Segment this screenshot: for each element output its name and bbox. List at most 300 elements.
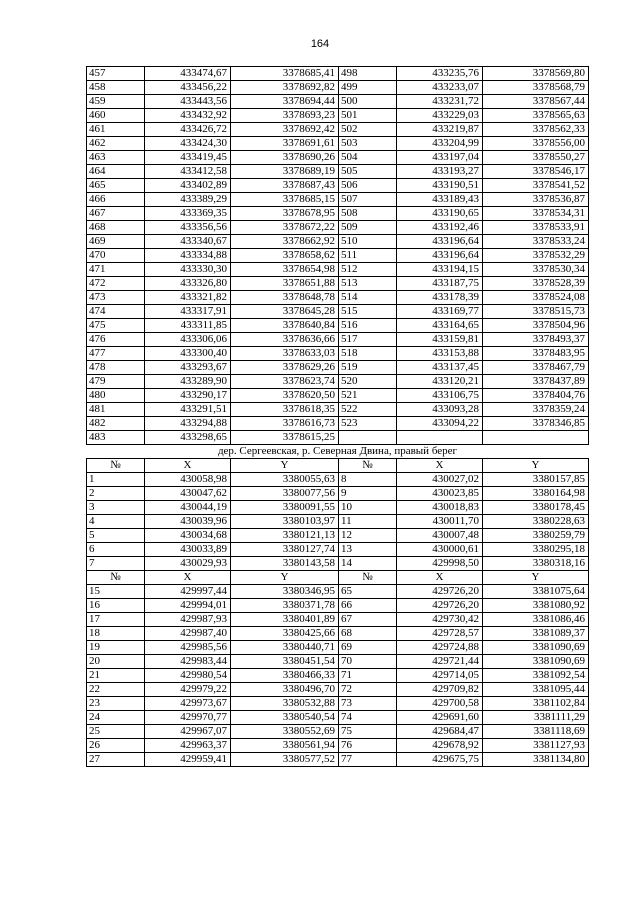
table-cell: 429675,75 — [397, 753, 483, 767]
table-cell: 478 — [87, 361, 145, 375]
table-cell: 498 — [339, 67, 397, 81]
table-cell: 3378678,95 — [231, 207, 339, 221]
table-cell: 429967,07 — [145, 725, 231, 739]
table-cell: 429724,88 — [397, 641, 483, 655]
table-row — [87, 207, 589, 221]
table-cell: 3380466,33 — [231, 669, 339, 683]
column-header: № — [87, 459, 145, 473]
table-cell: 3378648,78 — [231, 291, 339, 305]
table-cell: 429678,92 — [397, 739, 483, 753]
table-cell: 469 — [87, 235, 145, 249]
table-row — [87, 711, 589, 725]
table-cell: 3378618,35 — [231, 403, 339, 417]
table-cell: 429684,47 — [397, 725, 483, 739]
table-cell: 429979,22 — [145, 683, 231, 697]
table-row — [87, 95, 589, 109]
table-cell: 3380425,66 — [231, 627, 339, 641]
section-title: дер. Сергеевская, р. Северная Двина, правый берег — [87, 445, 589, 459]
table-row — [87, 291, 589, 305]
table-cell: 433159,81 — [397, 333, 483, 347]
table-cell: 501 — [339, 109, 397, 123]
table-cell: 477 — [87, 347, 145, 361]
table-cell: 21 — [87, 669, 145, 683]
table-cell: 430027,02 — [397, 473, 483, 487]
table-cell: 3378687,43 — [231, 179, 339, 193]
table-cell: 430047,62 — [145, 487, 231, 501]
table-cell: 505 — [339, 165, 397, 179]
table-cell: 433424,30 — [145, 137, 231, 151]
table-cell: 433153,88 — [397, 347, 483, 361]
table-cell: 433233,07 — [397, 81, 483, 95]
table-cell: 433293,67 — [145, 361, 231, 375]
table-cell: 3378685,41 — [231, 67, 339, 81]
table-cell: 3378645,28 — [231, 305, 339, 319]
table-cell: 467 — [87, 207, 145, 221]
table-row — [87, 473, 589, 487]
table-cell: 3380103,97 — [231, 515, 339, 529]
table-cell: 3378533,24 — [483, 235, 589, 249]
table-cell: 70 — [339, 655, 397, 669]
table-cell: 433193,27 — [397, 165, 483, 179]
table-cell: 3378694,44 — [231, 95, 339, 109]
table-cell: 6 — [87, 543, 145, 557]
table-row — [87, 67, 589, 81]
column-header: X — [145, 459, 231, 473]
table-cell: 433326,80 — [145, 277, 231, 291]
column-header: № — [339, 459, 397, 473]
table-cell: 513 — [339, 277, 397, 291]
column-header: X — [397, 459, 483, 473]
table-cell: 26 — [87, 739, 145, 753]
table-cell: 3381102,84 — [483, 697, 589, 711]
table-cell: 3380577,52 — [231, 753, 339, 767]
table-cell: 3378359,24 — [483, 403, 589, 417]
table-cell: 3380143,58 — [231, 557, 339, 571]
table-cell: 433190,65 — [397, 207, 483, 221]
table-cell: 3378615,25 — [231, 431, 339, 445]
table-cell: 2 — [87, 487, 145, 501]
table-cell: 471 — [87, 263, 145, 277]
table-cell: 429997,44 — [145, 585, 231, 599]
table-row — [87, 627, 589, 641]
table-cell: 67 — [339, 613, 397, 627]
table-cell: 433290,17 — [145, 389, 231, 403]
table-cell: 5 — [87, 529, 145, 543]
table-cell: 3380259,79 — [483, 529, 589, 543]
table-cell: 429728,57 — [397, 627, 483, 641]
table-cell: 500 — [339, 95, 397, 109]
table-cell: 429973,67 — [145, 697, 231, 711]
table-cell: 3380164,98 — [483, 487, 589, 501]
table-cell: 3381127,93 — [483, 739, 589, 753]
table-cell: 22 — [87, 683, 145, 697]
table-cell: 429970,77 — [145, 711, 231, 725]
table-cell: 3381080,92 — [483, 599, 589, 613]
table-cell: 3378690,26 — [231, 151, 339, 165]
table-cell: 3378569,80 — [483, 67, 589, 81]
table-header-row — [87, 571, 589, 585]
table-cell: 8 — [339, 473, 397, 487]
table-cell: 3380055,63 — [231, 473, 339, 487]
table-cell: 77 — [339, 753, 397, 767]
table-cell: 465 — [87, 179, 145, 193]
table-cell: 433231,72 — [397, 95, 483, 109]
table-cell: 433369,35 — [145, 207, 231, 221]
table-cell: 3378346,85 — [483, 417, 589, 431]
table-row — [87, 333, 589, 347]
table-cell: 466 — [87, 193, 145, 207]
table-cell: 433094,22 — [397, 417, 483, 431]
column-header: № — [87, 571, 145, 585]
table-cell: 27 — [87, 753, 145, 767]
table-cell: 11 — [339, 515, 397, 529]
table-cell: 433289,90 — [145, 375, 231, 389]
table-cell: 3378467,79 — [483, 361, 589, 375]
table-row — [87, 501, 589, 515]
table-cell: 17 — [87, 613, 145, 627]
table-row — [87, 277, 589, 291]
table-row — [87, 515, 589, 529]
table-cell: 3381090,69 — [483, 655, 589, 669]
table-cell: 475 — [87, 319, 145, 333]
table-cell: 433300,40 — [145, 347, 231, 361]
table-cell: 73 — [339, 697, 397, 711]
table-cell: 433219,87 — [397, 123, 483, 137]
table-cell: 429987,40 — [145, 627, 231, 641]
table-cell: 429700,58 — [397, 697, 483, 711]
table-cell: 3378562,33 — [483, 123, 589, 137]
table-cell: 433474,67 — [145, 67, 231, 81]
table-cell: 3378556,00 — [483, 137, 589, 151]
table-cell: 3381090,69 — [483, 641, 589, 655]
table-cell: 3 — [87, 501, 145, 515]
table-cell: 24 — [87, 711, 145, 725]
table-cell: 3378620,50 — [231, 389, 339, 403]
table-row — [87, 263, 589, 277]
table-cell: 433340,67 — [145, 235, 231, 249]
table-cell: 430000,61 — [397, 543, 483, 557]
table-cell: 516 — [339, 319, 397, 333]
table-cell: 433334,88 — [145, 249, 231, 263]
table-cell — [339, 431, 397, 445]
table-cell: 3380127,74 — [231, 543, 339, 557]
table-cell: 3380540,54 — [231, 711, 339, 725]
table-row — [87, 81, 589, 95]
table-cell: 461 — [87, 123, 145, 137]
table-row — [87, 683, 589, 697]
table-cell: 3380552,69 — [231, 725, 339, 739]
table-cell: 463 — [87, 151, 145, 165]
table-cell: 429963,37 — [145, 739, 231, 753]
table-cell: 459 — [87, 95, 145, 109]
table-cell: 430011,70 — [397, 515, 483, 529]
table-cell: 433137,45 — [397, 361, 483, 375]
table-cell: 3378534,31 — [483, 207, 589, 221]
table-cell: 75 — [339, 725, 397, 739]
table-cell: 9 — [339, 487, 397, 501]
table-cell: 3378629,26 — [231, 361, 339, 375]
table-cell: 16 — [87, 599, 145, 613]
column-header: № — [339, 571, 397, 585]
column-header: X — [397, 571, 483, 585]
table-cell: 433120,21 — [397, 375, 483, 389]
table-cell: 430029,93 — [145, 557, 231, 571]
table-cell: 430039,96 — [145, 515, 231, 529]
table-row — [87, 543, 589, 557]
table-cell: 3380401,89 — [231, 613, 339, 627]
table-cell: 3378404,76 — [483, 389, 589, 403]
table-cell: 433178,39 — [397, 291, 483, 305]
table-cell: 19 — [87, 641, 145, 655]
table-cell: 429987,93 — [145, 613, 231, 627]
table-cell: 3378692,42 — [231, 123, 339, 137]
table-cell: 433389,29 — [145, 193, 231, 207]
table-cell: 3378565,63 — [483, 109, 589, 123]
table-cell: 464 — [87, 165, 145, 179]
table-cell: 430034,68 — [145, 529, 231, 543]
table-cell: 3381118,69 — [483, 725, 589, 739]
table-cell: 519 — [339, 361, 397, 375]
table-cell: 3378524,08 — [483, 291, 589, 305]
table-row — [87, 221, 589, 235]
table-cell: 69 — [339, 641, 397, 655]
table-cell: 470 — [87, 249, 145, 263]
table-row — [87, 725, 589, 739]
table-cell: 433306,06 — [145, 333, 231, 347]
table-cell: 430007,48 — [397, 529, 483, 543]
table-row — [87, 557, 589, 571]
table-row — [87, 347, 589, 361]
table-cell: 433419,45 — [145, 151, 231, 165]
table-cell: 433106,75 — [397, 389, 483, 403]
table-cell: 468 — [87, 221, 145, 235]
table-cell: 433456,22 — [145, 81, 231, 95]
table-cell: 3378546,17 — [483, 165, 589, 179]
table-cell: 433204,99 — [397, 137, 483, 151]
table-cell: 433298,65 — [145, 431, 231, 445]
table-cell — [397, 431, 483, 445]
table-cell: 3380440,71 — [231, 641, 339, 655]
table-cell: 3381092,54 — [483, 669, 589, 683]
column-header: Y — [483, 459, 589, 473]
table-cell: 3378536,87 — [483, 193, 589, 207]
table-cell: 15 — [87, 585, 145, 599]
table-cell: 3380295,18 — [483, 543, 589, 557]
table-cell: 507 — [339, 193, 397, 207]
column-header: Y — [231, 571, 339, 585]
table-cell: 3381095,44 — [483, 683, 589, 697]
table-cell: 429959,41 — [145, 753, 231, 767]
table-row — [87, 151, 589, 165]
table-row — [87, 109, 589, 123]
table-cell: 523 — [339, 417, 397, 431]
table-cell: 482 — [87, 417, 145, 431]
table-row — [87, 165, 589, 179]
table-row — [87, 403, 589, 417]
table-cell: 429730,42 — [397, 613, 483, 627]
table-cell: 3378515,73 — [483, 305, 589, 319]
table-row — [87, 417, 589, 431]
table-cell: 511 — [339, 249, 397, 263]
table-row — [87, 739, 589, 753]
table-cell: 3378616,73 — [231, 417, 339, 431]
table-cell: 3378493,37 — [483, 333, 589, 347]
table-cell: 3380532,88 — [231, 697, 339, 711]
table-row — [87, 529, 589, 543]
table-row — [87, 655, 589, 669]
table-row — [87, 375, 589, 389]
section-title-row — [87, 445, 589, 459]
table-cell: 512 — [339, 263, 397, 277]
table-cell: 429721,44 — [397, 655, 483, 669]
table-row — [87, 137, 589, 151]
table-cell: 3378636,66 — [231, 333, 339, 347]
column-header: Y — [483, 571, 589, 585]
table-row — [87, 179, 589, 193]
table-cell: 7 — [87, 557, 145, 571]
table-cell: 3378483,95 — [483, 347, 589, 361]
column-header: Y — [231, 459, 339, 473]
table-cell: 429726,20 — [397, 585, 483, 599]
table-cell: 13 — [339, 543, 397, 557]
table-row — [87, 123, 589, 137]
table-cell: 1 — [87, 473, 145, 487]
table-cell: 3380091,55 — [231, 501, 339, 515]
table-cell: 433235,76 — [397, 67, 483, 81]
table-cell: 472 — [87, 277, 145, 291]
table-cell: 3378530,34 — [483, 263, 589, 277]
table-cell: 433412,58 — [145, 165, 231, 179]
table-row — [87, 319, 589, 333]
table-cell: 72 — [339, 683, 397, 697]
table-cell: 508 — [339, 207, 397, 221]
table-cell: 3378550,27 — [483, 151, 589, 165]
table-cell: 433443,56 — [145, 95, 231, 109]
table-cell: 506 — [339, 179, 397, 193]
table-cell: 76 — [339, 739, 397, 753]
table-cell: 3378541,52 — [483, 179, 589, 193]
table-cell: 503 — [339, 137, 397, 151]
table-cell: 430033,89 — [145, 543, 231, 557]
table-cell: 3378437,89 — [483, 375, 589, 389]
table-cell: 499 — [339, 81, 397, 95]
page-number: 164 — [310, 38, 330, 50]
table-cell: 3378662,92 — [231, 235, 339, 249]
table-row — [87, 389, 589, 403]
table-cell: 433294,88 — [145, 417, 231, 431]
table-cell: 3381111,29 — [483, 711, 589, 725]
table-cell: 480 — [87, 389, 145, 403]
table-cell: 3380496,70 — [231, 683, 339, 697]
table-cell: 3378689,19 — [231, 165, 339, 179]
table-cell: 25 — [87, 725, 145, 739]
table-cell: 433317,91 — [145, 305, 231, 319]
table-cell: 433197,04 — [397, 151, 483, 165]
table-cell — [483, 431, 589, 445]
table-row — [87, 305, 589, 319]
table-cell: 3378633,03 — [231, 347, 339, 361]
table-cell: 433426,72 — [145, 123, 231, 137]
table-cell: 429726,20 — [397, 599, 483, 613]
table-cell: 3378567,44 — [483, 95, 589, 109]
table-cell: 433432,92 — [145, 109, 231, 123]
table-cell: 429709,82 — [397, 683, 483, 697]
table-cell: 3378685,15 — [231, 193, 339, 207]
table-cell: 3380346,95 — [231, 585, 339, 599]
table-row — [87, 585, 589, 599]
table-cell: 433196,64 — [397, 249, 483, 263]
table-cell: 509 — [339, 221, 397, 235]
table-cell: 3378528,39 — [483, 277, 589, 291]
table-cell: 23 — [87, 697, 145, 711]
column-header: X — [145, 571, 231, 585]
table-cell: 430058,98 — [145, 473, 231, 487]
table-cell: 430023,85 — [397, 487, 483, 501]
table-cell: 3380318,16 — [483, 557, 589, 571]
table-cell: 458 — [87, 81, 145, 95]
table-cell: 433229,03 — [397, 109, 483, 123]
table-cell: 504 — [339, 151, 397, 165]
table-row — [87, 487, 589, 501]
table-cell: 433311,85 — [145, 319, 231, 333]
table-cell: 429985,56 — [145, 641, 231, 655]
table-cell: 3378693,23 — [231, 109, 339, 123]
table-row — [87, 697, 589, 711]
table-cell: 476 — [87, 333, 145, 347]
table-cell: 515 — [339, 305, 397, 319]
table-cell: 65 — [339, 585, 397, 599]
table-cell: 433194,15 — [397, 263, 483, 277]
table-row — [87, 193, 589, 207]
table-cell: 3378691,61 — [231, 137, 339, 151]
table-cell: 3378672,22 — [231, 221, 339, 235]
table-cell: 433187,75 — [397, 277, 483, 291]
table-cell: 460 — [87, 109, 145, 123]
table-cell: 433189,43 — [397, 193, 483, 207]
table-cell: 462 — [87, 137, 145, 151]
table-cell: 433291,51 — [145, 403, 231, 417]
table-row — [87, 235, 589, 249]
table-row — [87, 431, 589, 445]
table-cell: 517 — [339, 333, 397, 347]
table-cell: 12 — [339, 529, 397, 543]
table-row — [87, 669, 589, 683]
table-cell: 429691,60 — [397, 711, 483, 725]
table-cell: 518 — [339, 347, 397, 361]
table-cell: 3381075,64 — [483, 585, 589, 599]
table-cell: 10 — [339, 501, 397, 515]
table-cell: 522 — [339, 403, 397, 417]
table-cell: 3378623,74 — [231, 375, 339, 389]
table-row — [87, 249, 589, 263]
table-cell: 3378692,82 — [231, 81, 339, 95]
table-cell: 520 — [339, 375, 397, 389]
table-cell: 68 — [339, 627, 397, 641]
table-cell: 433093,28 — [397, 403, 483, 417]
table-cell: 74 — [339, 711, 397, 725]
table-row — [87, 753, 589, 767]
table-header-row — [87, 459, 589, 473]
table-row — [87, 599, 589, 613]
table-cell: 433321,82 — [145, 291, 231, 305]
table-cell: 20 — [87, 655, 145, 669]
table-cell: 481 — [87, 403, 145, 417]
table-row — [87, 613, 589, 627]
table-cell: 433190,51 — [397, 179, 483, 193]
table-cell: 429998,50 — [397, 557, 483, 571]
table-cell: 14 — [339, 557, 397, 571]
table-cell: 3378504,96 — [483, 319, 589, 333]
